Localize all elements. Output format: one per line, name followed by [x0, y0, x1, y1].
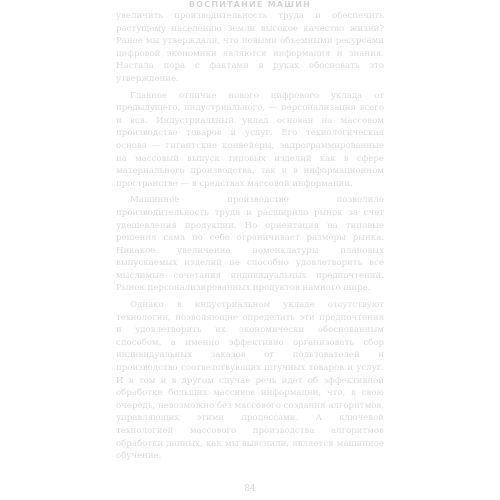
paragraph-4: Однако в индустриальном укладе отсутствуют технологии, позволяющие определить эти предпочтения и удовлетворить их экономически обоснованным способом, а именно эффективно организовать сбор индивидуальных заказов от пользователей и производство соответствующих штучных товаров и услуг. И в том и в другом случае речь идет об эффективной обработке больших массивов информации, что, в свою очередь, невозможно без массового создания алгоритмов, управляющих этими процессами. А ключевой технологией массового производства алгоритмов обработки данных, как мы выяснили, является машинное обучение. [116, 300, 384, 462]
page-number: 84 [244, 484, 256, 494]
paragraph-1: увеличить производительность труда и обеспечить растущему населению Земли высокое качество жизни? Ранее мы утверждали, что новыми объемными ресурсами цифровой экономики являются информация и знания. Настала пора с фактами в руках обосновать это утверждение. [116, 11, 384, 84]
body-text [116, 10, 384, 467]
paragraph-3: Машинное производство позволило производительность труда и расширило рынок за счет удешевления продукции. Но ориентация на типовые решения сама по себе ограничивает размеры рынка. Никакое увеличение номенклатуры плановых выпускаемых изделий не способно удовлетворить все мыслимые сочетания индивидуальных предпочтений. Рынок персонализированных продуктов намного шире. [116, 195, 384, 294]
paragraph-2: Главное отличие нового цифрового уклада от предыдущего, индустриального, — персонализация всего и вся. Индустриальный уклад основан на массовом производстве товаров и услуг. Его технологическая основа — гигантские конвейеры, запрограммированные на массовый выпуск типовых изделий как в сфере материального производства, так и в информационном пространстве — в средствах массовой информации. [116, 90, 384, 189]
running-header: ВОСПИТАНИЕ МАШИН [188, 0, 312, 9]
